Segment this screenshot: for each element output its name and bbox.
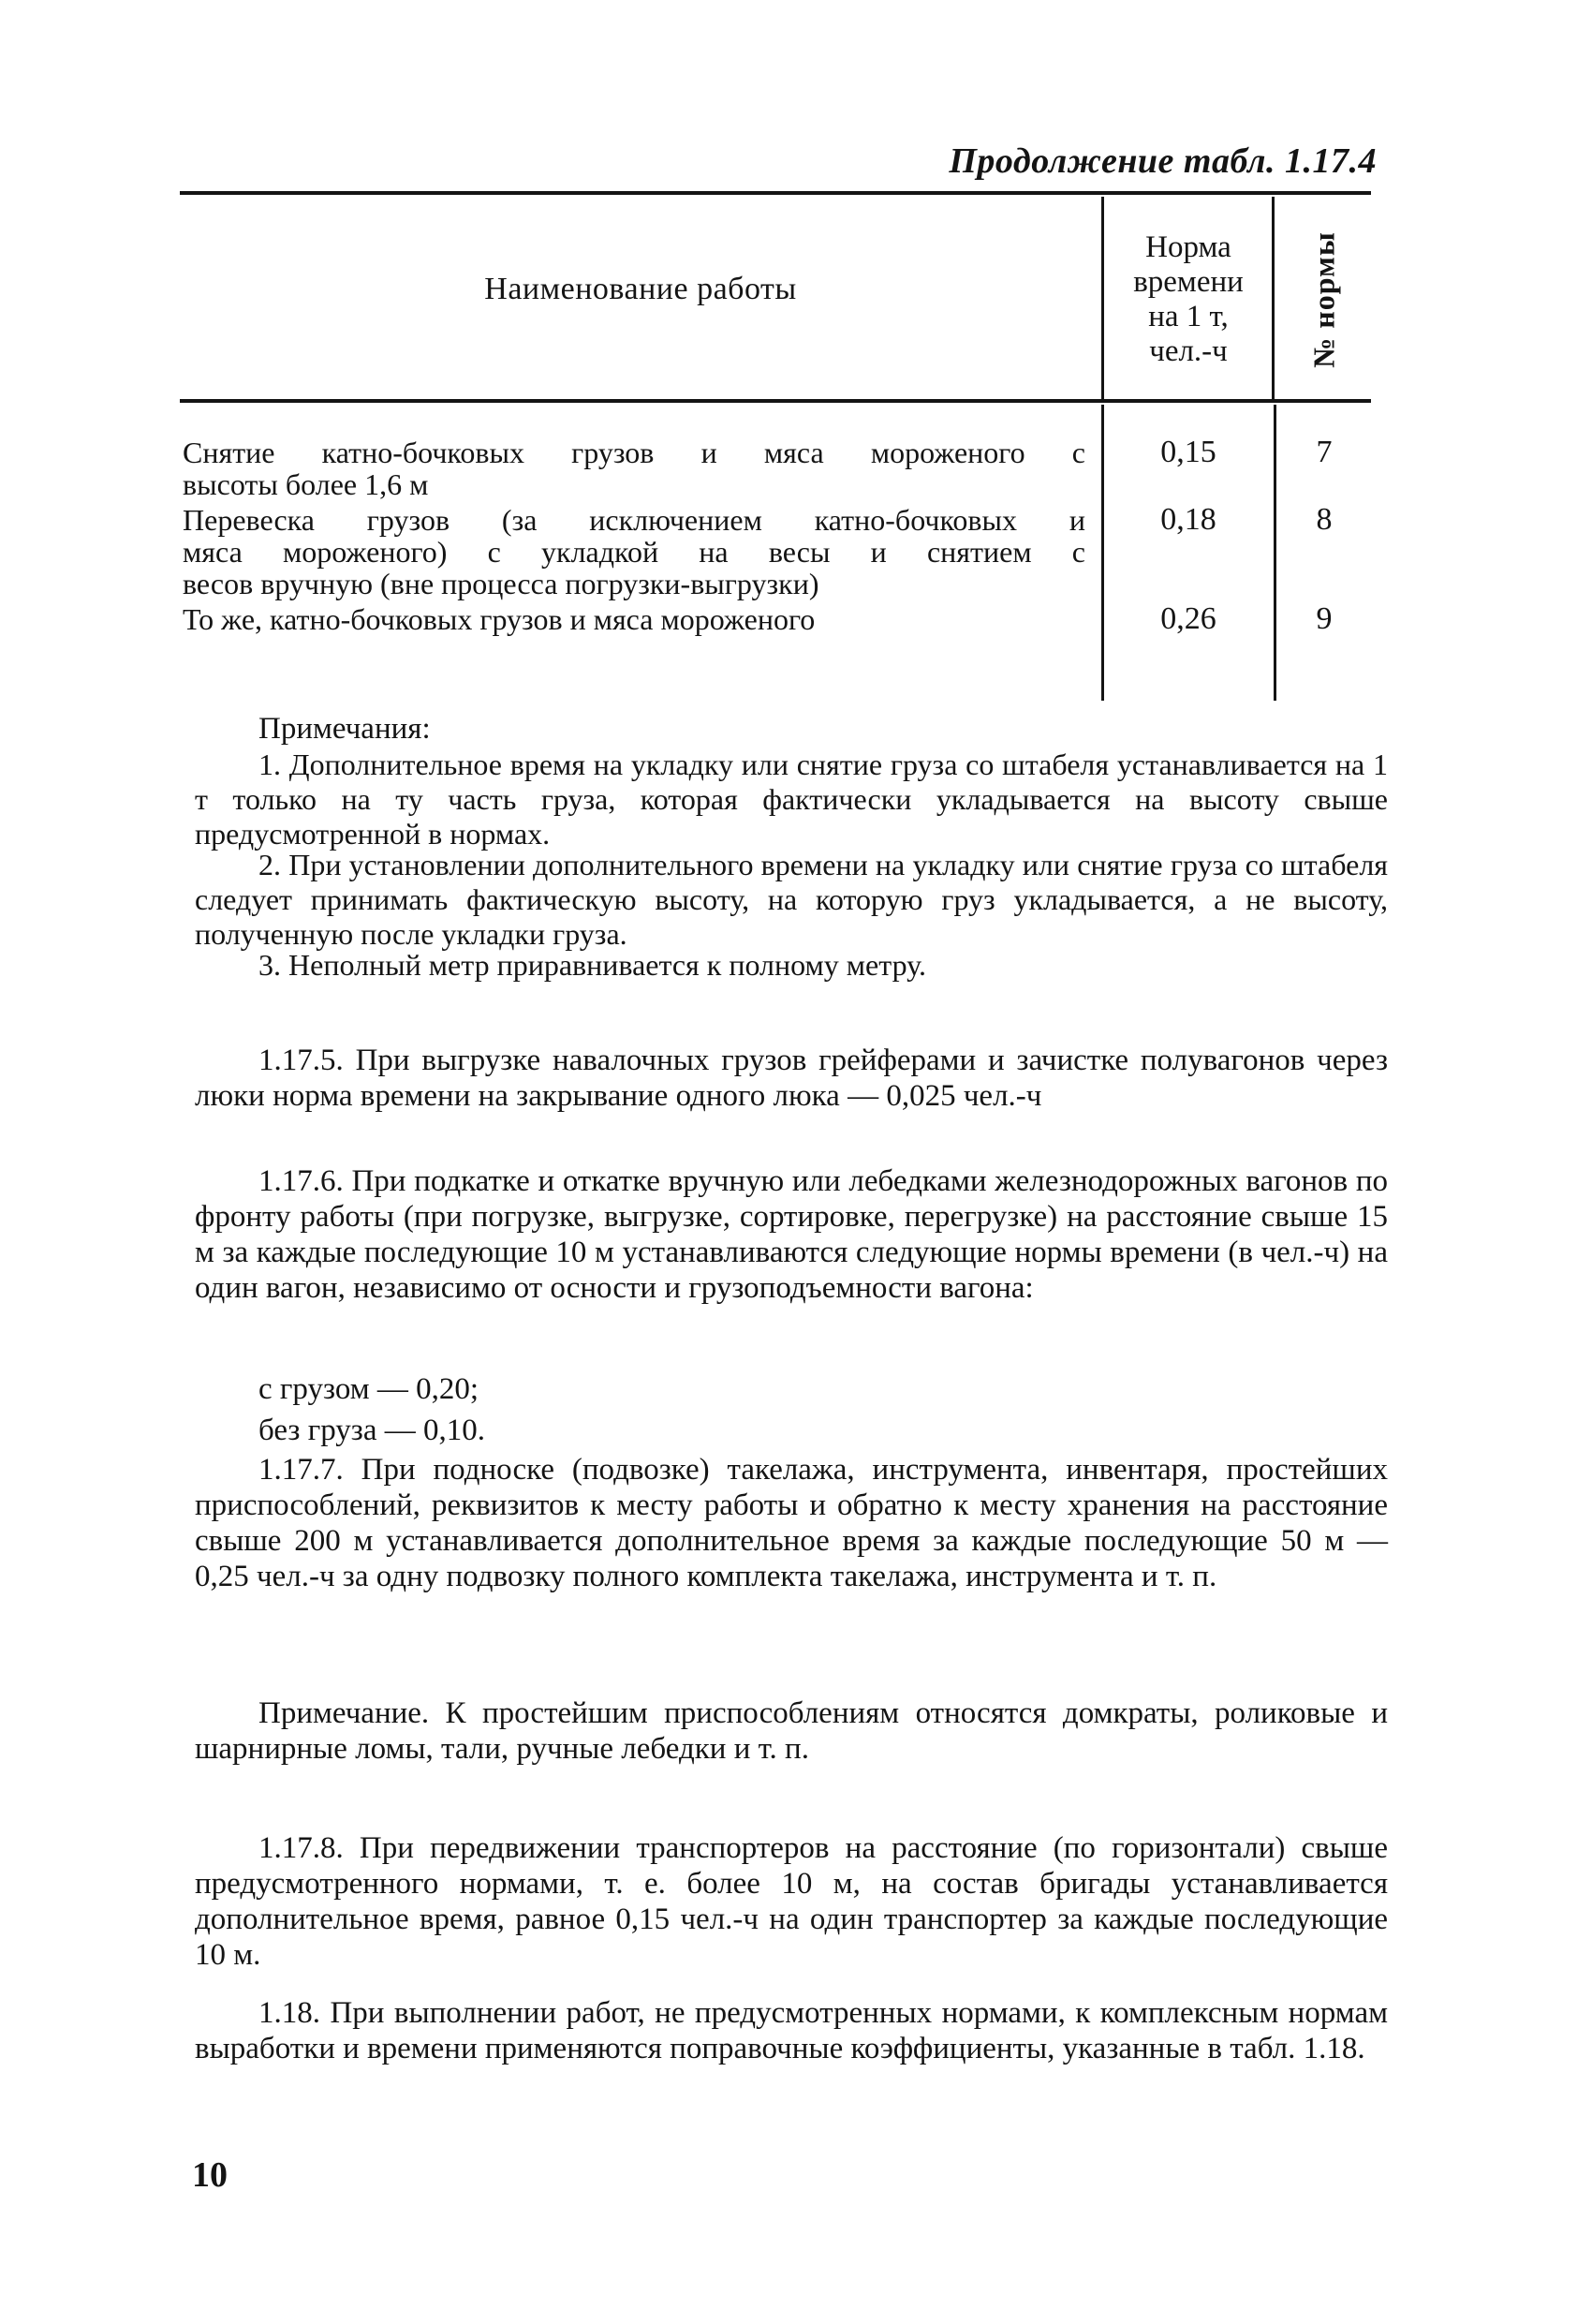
note-item: 1. Дополнительное время на укладку или снятие груза со штабеля устанавливается на 1 т только на ту часть груза, которая фактически укладывается на высоту свыше предусмотренной в нормах.	[195, 748, 1388, 851]
row-name-line: Снятие катно-бочковых грузов и мяса мороженого с	[183, 436, 1085, 469]
table-divider	[1101, 405, 1104, 701]
table-row-name	[183, 603, 1085, 635]
table-top-rule	[180, 191, 1371, 195]
header-norm-number-cell	[1275, 199, 1373, 397]
paragraph-1-17-6-without-cargo: без груза — 0,10.	[258, 1414, 485, 1447]
note-simple-devices: Примечание. К простейшим приспособлениям относятся домкраты, роликовые и шарнирные ломы, тали, ручные лебедки и т. п.	[195, 1696, 1388, 1766]
table-header-rule	[180, 399, 1371, 403]
row-name-line: весов вручную (вне процесса погрузки-выгрузки)	[183, 567, 819, 600]
row-name-line: Перевеска грузов (за исключением катно-бочковых и	[183, 503, 1085, 537]
row-name-line: высоты более 1,6 м	[183, 467, 429, 501]
row-name-line: мяса мороженого) с укладкой на весы и снятием с	[183, 535, 1085, 569]
header-time-norm-line: чел.-ч	[1149, 334, 1228, 368]
note-item: 2. При установлении дополнительного времени на укладку или снятие груза со штабеля следует принимать фактическую высоту, на которую груз укладывается, а не высоту, полученную после укладки груза.	[195, 848, 1388, 951]
table-row-value: 0,15	[1160, 435, 1216, 469]
table-row-name	[183, 437, 1085, 500]
table-continuation-caption: Продолжение табл. 1.17.4	[949, 141, 1377, 181]
note-item: 3. Неполный метр приравнивается к полному метру.	[258, 948, 926, 982]
paragraph-1-17-7: 1.17.7. При подноске (подвозке) такелажа, инструмента, инвентаря, простейших приспособлений, реквизитов к месту работы и обратно к месту хранения на расстояние свыше 200 м устанавливается дополнительное время за каждые последующие 50 м — 0,25 чел.-ч за одну подвозку полного комплекта такелажа, инструмента и т. п.	[195, 1453, 1388, 1593]
header-norm-number: № нормы	[1306, 231, 1341, 368]
paragraph-1-18: 1.18. При выполнении работ, не предусмотренных нормами, к комплексным нормам выработки и времени применяются поправочные коэффициенты, указанные в табл. 1.18.	[195, 1996, 1388, 2065]
header-time-norm	[1105, 230, 1272, 369]
table-row-number: 7	[1316, 435, 1333, 469]
table-row-value: 0,26	[1160, 601, 1216, 636]
paragraph-1-17-5: 1.17.5. При выгрузке навалочных грузов грейферами и зачистке полувагонов через люки норма времени на закрывание одного люка — 0,025 чел.-ч	[195, 1044, 1388, 1113]
paragraph-1-17-8: 1.17.8. При передвижении транспортеров на расстояние (по горизонтали) свыше предусмотренного нормами, т. е. более 10 м, на состав бригады устанавливается дополнительное время, равное 0,15 чел.-ч на один транспортер за каждые последующие 10 м.	[195, 1831, 1388, 1972]
paragraph-1-17-6: 1.17.6. При подкатке и откатке вручную или лебедками железнодорожных вагонов по фронту работы (при погрузке, выгрузке, сортировке, перегрузке) на расстояние свыше 15 м за каждые последующие 10 м устанавливаются следующие нормы времени (в чел.-ч) на один вагон, независимо от осности и грузоподъемности вагона:	[195, 1164, 1388, 1305]
notes-title: Примечания:	[258, 712, 431, 746]
table-divider	[1101, 197, 1104, 399]
header-time-norm-line: времени	[1133, 265, 1244, 299]
paragraph-1-17-6-with-cargo: с грузом — 0,20;	[258, 1372, 479, 1406]
table-row-name	[183, 504, 1085, 600]
table-row-value: 0,18	[1160, 502, 1216, 537]
header-time-norm-line: Норма	[1145, 230, 1231, 264]
table-row-number: 8	[1316, 502, 1333, 537]
table-divider	[1272, 197, 1275, 399]
table-row-number: 9	[1316, 601, 1333, 636]
page-number: 10	[192, 2155, 228, 2195]
header-time-norm-line: на 1 т,	[1148, 300, 1229, 333]
row-name-line: То же, катно-бочковых грузов и мяса мороженого	[183, 602, 816, 636]
header-work-name: Наименование работы	[484, 272, 797, 306]
